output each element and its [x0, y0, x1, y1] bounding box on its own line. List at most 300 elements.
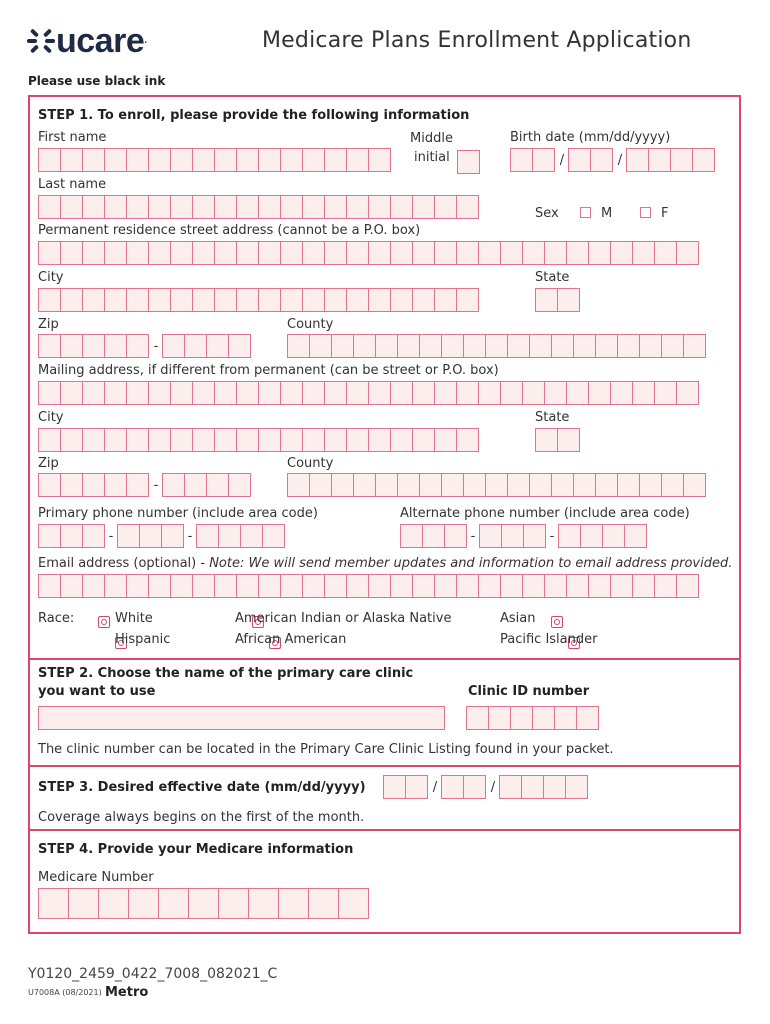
- char-cell[interactable]: [258, 241, 281, 265]
- char-cell[interactable]: [422, 524, 445, 548]
- char-cell[interactable]: [434, 381, 457, 405]
- mailing-state-field[interactable]: [535, 428, 579, 452]
- char-cell[interactable]: [558, 524, 581, 548]
- char-cell[interactable]: [162, 473, 185, 497]
- char-cell[interactable]: [390, 288, 413, 312]
- char-cell[interactable]: [590, 148, 613, 172]
- char-cell[interactable]: [302, 195, 325, 219]
- char-cell[interactable]: [104, 381, 127, 405]
- char-cell[interactable]: [38, 574, 61, 598]
- char-cell[interactable]: [683, 473, 706, 497]
- char-cell[interactable]: [412, 381, 435, 405]
- char-cell[interactable]: [535, 288, 558, 312]
- char-cell[interactable]: [126, 241, 149, 265]
- char-cell[interactable]: [595, 473, 618, 497]
- char-cell[interactable]: [162, 334, 185, 358]
- char-cell[interactable]: [670, 148, 693, 172]
- char-cell[interactable]: [82, 148, 105, 172]
- char-cell[interactable]: [82, 428, 105, 452]
- char-cell[interactable]: [485, 334, 508, 358]
- char-cell[interactable]: [104, 148, 127, 172]
- char-cell[interactable]: [126, 428, 149, 452]
- char-cell[interactable]: [117, 524, 140, 548]
- char-cell[interactable]: [510, 148, 533, 172]
- char-cell[interactable]: [390, 195, 413, 219]
- char-cell[interactable]: [529, 334, 552, 358]
- char-cell[interactable]: [196, 524, 219, 548]
- char-cell[interactable]: [434, 574, 457, 598]
- char-cell[interactable]: [214, 195, 237, 219]
- char-cell[interactable]: [602, 524, 625, 548]
- char-cell[interactable]: [566, 574, 589, 598]
- mailing-county-field[interactable]: [287, 473, 705, 497]
- char-cell[interactable]: [126, 288, 149, 312]
- char-cell[interactable]: [98, 888, 129, 919]
- char-cell[interactable]: [444, 524, 467, 548]
- char-cell[interactable]: [60, 241, 83, 265]
- char-cell[interactable]: [192, 148, 215, 172]
- clinic-id-field[interactable]: [466, 706, 598, 730]
- char-cell[interactable]: [214, 428, 237, 452]
- char-cell[interactable]: [236, 195, 259, 219]
- char-cell[interactable]: [507, 334, 530, 358]
- char-cell[interactable]: [654, 381, 677, 405]
- char-cell[interactable]: [551, 334, 574, 358]
- char-cell[interactable]: [104, 195, 127, 219]
- effective-month-field[interactable]: [383, 775, 427, 799]
- char-cell[interactable]: [617, 334, 640, 358]
- char-cell[interactable]: [280, 241, 303, 265]
- char-cell[interactable]: [331, 334, 354, 358]
- char-cell[interactable]: [82, 288, 105, 312]
- char-cell[interactable]: [60, 524, 83, 548]
- char-cell[interactable]: [324, 288, 347, 312]
- char-cell[interactable]: [654, 574, 677, 598]
- char-cell[interactable]: [632, 241, 655, 265]
- char-cell[interactable]: [346, 428, 369, 452]
- char-cell[interactable]: [595, 334, 618, 358]
- char-cell[interactable]: [126, 148, 149, 172]
- char-cell[interactable]: [507, 473, 530, 497]
- char-cell[interactable]: [218, 888, 249, 919]
- char-cell[interactable]: [566, 241, 589, 265]
- char-cell[interactable]: [419, 334, 442, 358]
- char-cell[interactable]: [573, 334, 596, 358]
- char-cell[interactable]: [280, 381, 303, 405]
- char-cell[interactable]: [522, 241, 545, 265]
- char-cell[interactable]: [610, 381, 633, 405]
- char-cell[interactable]: [38, 241, 61, 265]
- char-cell[interactable]: [38, 195, 61, 219]
- char-cell[interactable]: [500, 241, 523, 265]
- char-cell[interactable]: [588, 574, 611, 598]
- char-cell[interactable]: [466, 706, 489, 730]
- char-cell[interactable]: [485, 473, 508, 497]
- char-cell[interactable]: [456, 381, 479, 405]
- char-cell[interactable]: [588, 241, 611, 265]
- char-cell[interactable]: [434, 288, 457, 312]
- char-cell[interactable]: [206, 334, 229, 358]
- char-cell[interactable]: [368, 241, 391, 265]
- perm-address-field[interactable]: [38, 241, 698, 265]
- char-cell[interactable]: [258, 428, 281, 452]
- char-cell[interactable]: [38, 334, 61, 358]
- char-cell[interactable]: [184, 334, 207, 358]
- mailing-city-field[interactable]: [38, 428, 478, 452]
- char-cell[interactable]: [676, 241, 699, 265]
- char-cell[interactable]: [397, 334, 420, 358]
- char-cell[interactable]: [236, 381, 259, 405]
- email-field[interactable]: [38, 574, 698, 598]
- last-name-field[interactable]: [38, 195, 478, 219]
- char-cell[interactable]: [236, 574, 259, 598]
- char-cell[interactable]: [441, 334, 464, 358]
- char-cell[interactable]: [500, 381, 523, 405]
- primary-phone-line-field[interactable]: [196, 524, 284, 548]
- mailing-zip-ext-field[interactable]: [162, 473, 250, 497]
- char-cell[interactable]: [610, 241, 633, 265]
- char-cell[interactable]: [228, 334, 251, 358]
- char-cell[interactable]: [280, 195, 303, 219]
- char-cell[interactable]: [639, 473, 662, 497]
- race-asian-checkbox[interactable]: [551, 616, 563, 628]
- char-cell[interactable]: [148, 381, 171, 405]
- char-cell[interactable]: [214, 288, 237, 312]
- char-cell[interactable]: [441, 473, 464, 497]
- primary-phone-prefix-field[interactable]: [117, 524, 183, 548]
- char-cell[interactable]: [624, 524, 647, 548]
- char-cell[interactable]: [610, 574, 633, 598]
- char-cell[interactable]: [324, 148, 347, 172]
- char-cell[interactable]: [683, 334, 706, 358]
- char-cell[interactable]: [248, 888, 279, 919]
- middle-initial-field[interactable]: [457, 150, 479, 174]
- char-cell[interactable]: [192, 288, 215, 312]
- char-cell[interactable]: [499, 775, 522, 799]
- char-cell[interactable]: [258, 195, 281, 219]
- char-cell[interactable]: [368, 288, 391, 312]
- char-cell[interactable]: [632, 574, 655, 598]
- char-cell[interactable]: [126, 574, 149, 598]
- char-cell[interactable]: [280, 574, 303, 598]
- char-cell[interactable]: [543, 775, 566, 799]
- birth-year-field[interactable]: [626, 148, 714, 172]
- char-cell[interactable]: [192, 195, 215, 219]
- char-cell[interactable]: [346, 381, 369, 405]
- char-cell[interactable]: [302, 381, 325, 405]
- char-cell[interactable]: [522, 574, 545, 598]
- primary-phone-area-field[interactable]: [38, 524, 104, 548]
- char-cell[interactable]: [648, 148, 671, 172]
- char-cell[interactable]: [397, 473, 420, 497]
- char-cell[interactable]: [661, 473, 684, 497]
- zip-field[interactable]: [38, 334, 148, 358]
- char-cell[interactable]: [368, 148, 391, 172]
- char-cell[interactable]: [60, 195, 83, 219]
- char-cell[interactable]: [478, 574, 501, 598]
- char-cell[interactable]: [324, 241, 347, 265]
- effective-year-field[interactable]: [499, 775, 587, 799]
- char-cell[interactable]: [463, 775, 486, 799]
- char-cell[interactable]: [38, 473, 61, 497]
- clinic-name-field[interactable]: [38, 706, 445, 730]
- alternate-phone-line-field[interactable]: [558, 524, 646, 548]
- char-cell[interactable]: [565, 775, 588, 799]
- char-cell[interactable]: [258, 148, 281, 172]
- char-cell[interactable]: [192, 574, 215, 598]
- char-cell[interactable]: [206, 473, 229, 497]
- char-cell[interactable]: [676, 381, 699, 405]
- char-cell[interactable]: [104, 288, 127, 312]
- char-cell[interactable]: [126, 195, 149, 219]
- char-cell[interactable]: [38, 148, 61, 172]
- char-cell[interactable]: [532, 706, 555, 730]
- char-cell[interactable]: [170, 381, 193, 405]
- char-cell[interactable]: [60, 473, 83, 497]
- char-cell[interactable]: [258, 381, 281, 405]
- char-cell[interactable]: [38, 524, 61, 548]
- char-cell[interactable]: [148, 288, 171, 312]
- char-cell[interactable]: [568, 148, 591, 172]
- char-cell[interactable]: [192, 381, 215, 405]
- char-cell[interactable]: [554, 706, 577, 730]
- char-cell[interactable]: [544, 241, 567, 265]
- char-cell[interactable]: [60, 288, 83, 312]
- char-cell[interactable]: [158, 888, 189, 919]
- char-cell[interactable]: [390, 241, 413, 265]
- char-cell[interactable]: [456, 195, 479, 219]
- char-cell[interactable]: [324, 381, 347, 405]
- char-cell[interactable]: [192, 241, 215, 265]
- char-cell[interactable]: [346, 241, 369, 265]
- char-cell[interactable]: [170, 428, 193, 452]
- char-cell[interactable]: [551, 473, 574, 497]
- char-cell[interactable]: [478, 381, 501, 405]
- char-cell[interactable]: [419, 473, 442, 497]
- char-cell[interactable]: [654, 241, 677, 265]
- char-cell[interactable]: [104, 241, 127, 265]
- char-cell[interactable]: [368, 428, 391, 452]
- effective-day-field[interactable]: [441, 775, 485, 799]
- char-cell[interactable]: [529, 473, 552, 497]
- state-field[interactable]: [535, 288, 579, 312]
- birth-month-field[interactable]: [510, 148, 554, 172]
- char-cell[interactable]: [148, 195, 171, 219]
- char-cell[interactable]: [170, 241, 193, 265]
- char-cell[interactable]: [82, 574, 105, 598]
- char-cell[interactable]: [346, 574, 369, 598]
- char-cell[interactable]: [338, 888, 369, 919]
- char-cell[interactable]: [278, 888, 309, 919]
- char-cell[interactable]: [104, 473, 127, 497]
- char-cell[interactable]: [38, 428, 61, 452]
- char-cell[interactable]: [302, 148, 325, 172]
- char-cell[interactable]: [557, 428, 580, 452]
- char-cell[interactable]: [188, 888, 219, 919]
- char-cell[interactable]: [457, 150, 480, 174]
- char-cell[interactable]: [353, 334, 376, 358]
- sex-m-checkbox[interactable]: [580, 207, 591, 218]
- char-cell[interactable]: [104, 574, 127, 598]
- char-cell[interactable]: [456, 574, 479, 598]
- char-cell[interactable]: [170, 195, 193, 219]
- char-cell[interactable]: [148, 148, 171, 172]
- char-cell[interactable]: [214, 574, 237, 598]
- char-cell[interactable]: [346, 148, 369, 172]
- char-cell[interactable]: [82, 473, 105, 497]
- char-cell[interactable]: [368, 195, 391, 219]
- char-cell[interactable]: [148, 574, 171, 598]
- char-cell[interactable]: [60, 334, 83, 358]
- char-cell[interactable]: [434, 428, 457, 452]
- char-cell[interactable]: [456, 288, 479, 312]
- char-cell[interactable]: [522, 381, 545, 405]
- char-cell[interactable]: [214, 241, 237, 265]
- char-cell[interactable]: [521, 775, 544, 799]
- char-cell[interactable]: [479, 524, 502, 548]
- char-cell[interactable]: [375, 473, 398, 497]
- char-cell[interactable]: [676, 574, 699, 598]
- char-cell[interactable]: [661, 334, 684, 358]
- char-cell[interactable]: [510, 706, 533, 730]
- char-cell[interactable]: [463, 334, 486, 358]
- char-cell[interactable]: [412, 195, 435, 219]
- char-cell[interactable]: [346, 195, 369, 219]
- char-cell[interactable]: [617, 473, 640, 497]
- mailing-zip-field[interactable]: [38, 473, 148, 497]
- race-white-checkbox[interactable]: [98, 616, 110, 628]
- char-cell[interactable]: [60, 381, 83, 405]
- char-cell[interactable]: [192, 428, 215, 452]
- char-cell[interactable]: [287, 473, 310, 497]
- char-cell[interactable]: [412, 428, 435, 452]
- char-cell[interactable]: [383, 775, 406, 799]
- birth-day-field[interactable]: [568, 148, 612, 172]
- char-cell[interactable]: [500, 574, 523, 598]
- char-cell[interactable]: [184, 473, 207, 497]
- char-cell[interactable]: [280, 288, 303, 312]
- char-cell[interactable]: [258, 574, 281, 598]
- char-cell[interactable]: [566, 381, 589, 405]
- char-cell[interactable]: [390, 428, 413, 452]
- first-name-field[interactable]: [38, 148, 390, 172]
- char-cell[interactable]: [368, 574, 391, 598]
- char-cell[interactable]: [573, 473, 596, 497]
- char-cell[interactable]: [280, 428, 303, 452]
- county-field[interactable]: [287, 334, 705, 358]
- char-cell[interactable]: [302, 241, 325, 265]
- char-cell[interactable]: [400, 524, 423, 548]
- char-cell[interactable]: [405, 775, 428, 799]
- char-cell[interactable]: [434, 241, 457, 265]
- char-cell[interactable]: [60, 574, 83, 598]
- char-cell[interactable]: [214, 148, 237, 172]
- mailing-address-field[interactable]: [38, 381, 698, 405]
- char-cell[interactable]: [214, 381, 237, 405]
- char-cell[interactable]: [240, 524, 263, 548]
- char-cell[interactable]: [228, 473, 251, 497]
- char-cell[interactable]: [82, 334, 105, 358]
- char-cell[interactable]: [412, 241, 435, 265]
- char-cell[interactable]: [148, 241, 171, 265]
- char-cell[interactable]: [368, 381, 391, 405]
- char-cell[interactable]: [544, 574, 567, 598]
- char-cell[interactable]: [38, 288, 61, 312]
- char-cell[interactable]: [236, 428, 259, 452]
- char-cell[interactable]: [287, 334, 310, 358]
- char-cell[interactable]: [126, 334, 149, 358]
- char-cell[interactable]: [456, 241, 479, 265]
- char-cell[interactable]: [60, 428, 83, 452]
- char-cell[interactable]: [632, 381, 655, 405]
- char-cell[interactable]: [236, 241, 259, 265]
- char-cell[interactable]: [148, 428, 171, 452]
- char-cell[interactable]: [262, 524, 285, 548]
- char-cell[interactable]: [170, 574, 193, 598]
- alternate-phone-area-field[interactable]: [400, 524, 466, 548]
- char-cell[interactable]: [38, 381, 61, 405]
- char-cell[interactable]: [309, 473, 332, 497]
- char-cell[interactable]: [456, 428, 479, 452]
- zip-ext-field[interactable]: [162, 334, 250, 358]
- char-cell[interactable]: [161, 524, 184, 548]
- medicare-number-field[interactable]: [38, 888, 368, 919]
- char-cell[interactable]: [412, 574, 435, 598]
- char-cell[interactable]: [170, 148, 193, 172]
- char-cell[interactable]: [139, 524, 162, 548]
- char-cell[interactable]: [353, 473, 376, 497]
- char-cell[interactable]: [324, 428, 347, 452]
- char-cell[interactable]: [126, 473, 149, 497]
- char-cell[interactable]: [557, 288, 580, 312]
- char-cell[interactable]: [128, 888, 159, 919]
- char-cell[interactable]: [60, 148, 83, 172]
- char-cell[interactable]: [104, 334, 127, 358]
- char-cell[interactable]: [68, 888, 99, 919]
- char-cell[interactable]: [308, 888, 339, 919]
- char-cell[interactable]: [588, 381, 611, 405]
- char-cell[interactable]: [463, 473, 486, 497]
- char-cell[interactable]: [488, 706, 511, 730]
- city-field[interactable]: [38, 288, 478, 312]
- char-cell[interactable]: [38, 888, 69, 919]
- char-cell[interactable]: [434, 195, 457, 219]
- char-cell[interactable]: [309, 334, 332, 358]
- char-cell[interactable]: [218, 524, 241, 548]
- sex-f-checkbox[interactable]: [640, 207, 651, 218]
- char-cell[interactable]: [580, 524, 603, 548]
- char-cell[interactable]: [523, 524, 546, 548]
- char-cell[interactable]: [82, 241, 105, 265]
- char-cell[interactable]: [82, 195, 105, 219]
- char-cell[interactable]: [390, 381, 413, 405]
- char-cell[interactable]: [501, 524, 524, 548]
- char-cell[interactable]: [126, 381, 149, 405]
- char-cell[interactable]: [302, 428, 325, 452]
- char-cell[interactable]: [639, 334, 662, 358]
- char-cell[interactable]: [346, 288, 369, 312]
- alternate-phone-prefix-field[interactable]: [479, 524, 545, 548]
- char-cell[interactable]: [324, 195, 347, 219]
- char-cell[interactable]: [258, 288, 281, 312]
- char-cell[interactable]: [441, 775, 464, 799]
- char-cell[interactable]: [82, 381, 105, 405]
- char-cell[interactable]: [324, 574, 347, 598]
- char-cell[interactable]: [390, 574, 413, 598]
- char-cell[interactable]: [280, 148, 303, 172]
- char-cell[interactable]: [544, 381, 567, 405]
- char-cell[interactable]: [82, 524, 105, 548]
